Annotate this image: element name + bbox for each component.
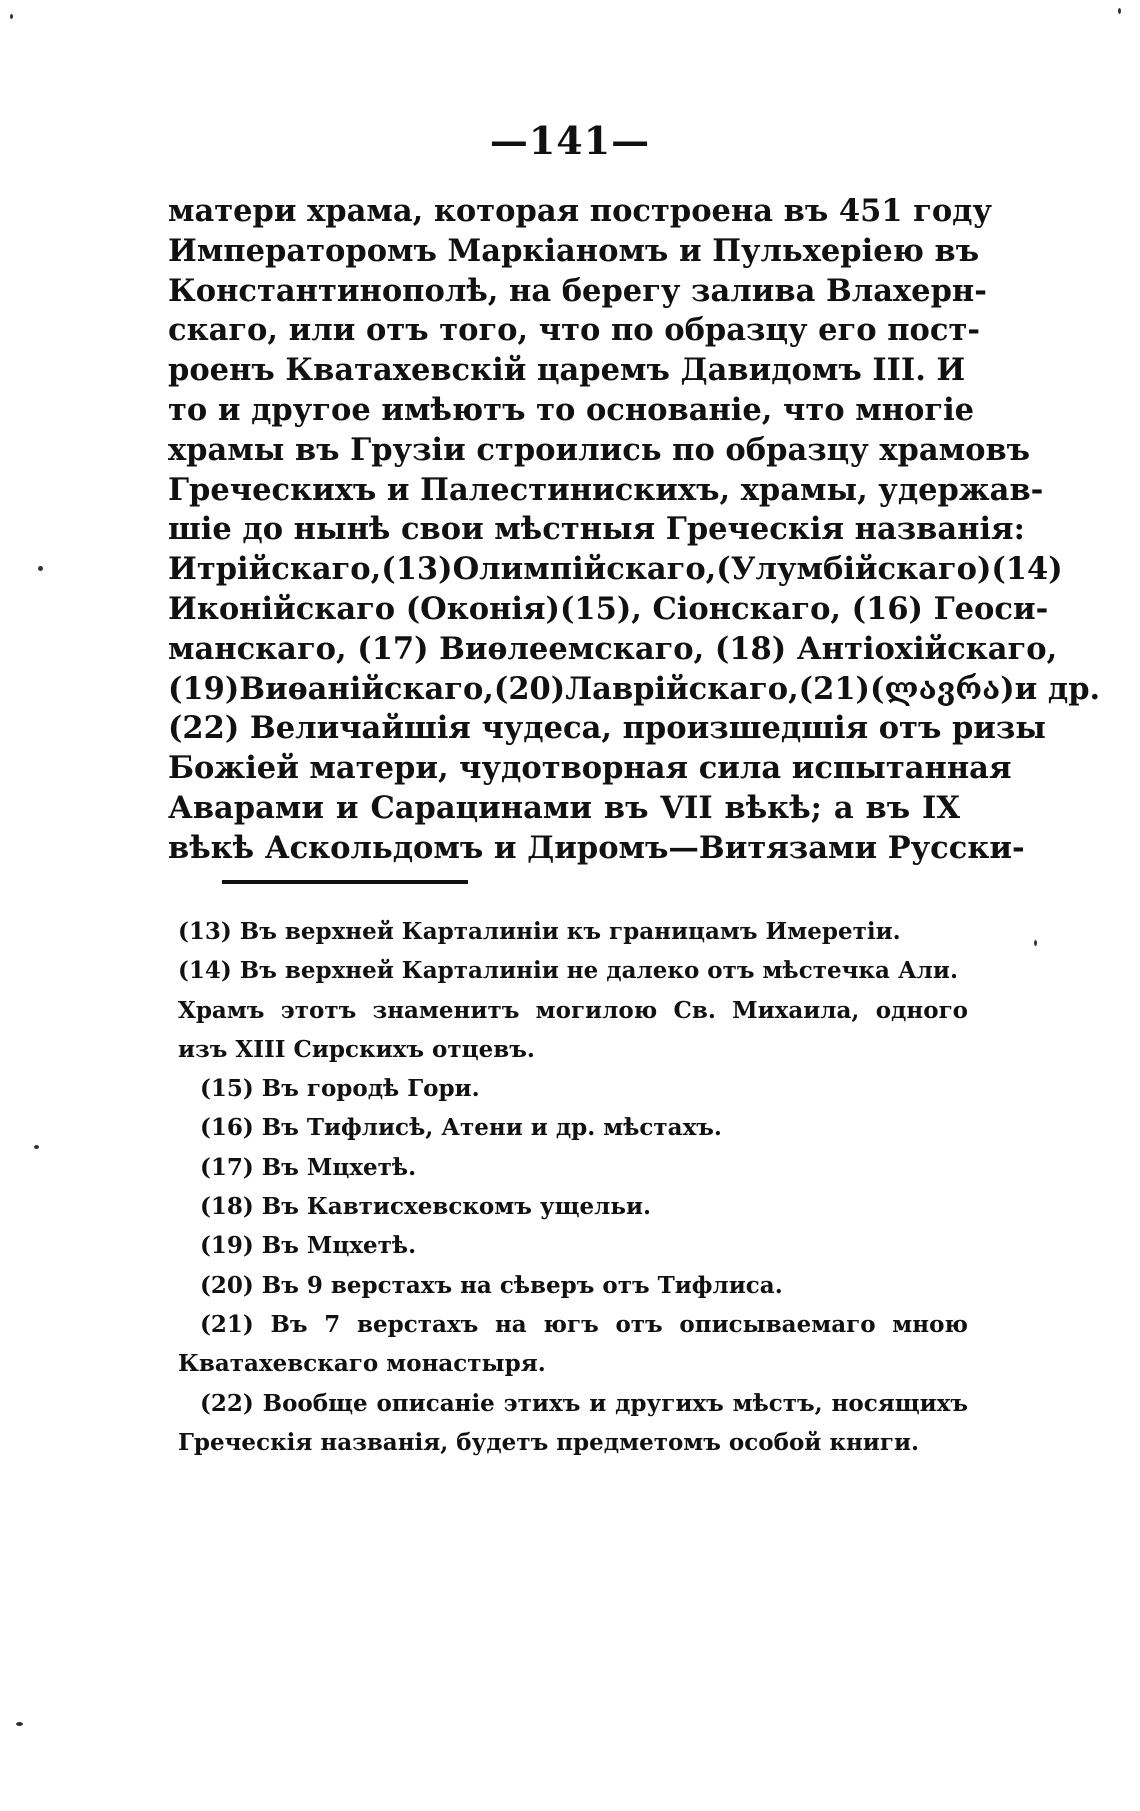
footnote-21: (21) Въ 7 верстахъ на югъ отъ описываемаго мною — [200, 1310, 968, 1338]
footnote-divider — [222, 880, 468, 884]
footnote-22-continuation: Греческія названія, будетъ предметомъ особой книги. — [178, 1428, 920, 1456]
footnote-18: (18) Въ Кавтисхевскомъ ущельи. — [200, 1193, 652, 1221]
text-line: роенъ Кватахевскій царемъ Давидомъ III. И — [168, 352, 966, 389]
text-line: шіе до нынѣ свои мѣстныя Греческія названія: — [168, 511, 1025, 548]
scan-speck — [1034, 940, 1037, 946]
text-line: Императоромъ Маркіаномъ и Пульхеріею въ — [168, 232, 980, 269]
text-line: Греческихъ и Палестинискихъ, храмы, удержав- — [168, 471, 1044, 508]
footnote-21-continuation: Кватахевскаго монастыря. — [178, 1350, 546, 1378]
text-line: Итрійскаго,(13)Олимпійскаго,(Улумбійскаго)(14) — [168, 551, 1063, 588]
footnotes — [178, 912, 968, 1462]
text-line: храмы въ Грузіи строились по образцу храмовъ — [168, 431, 1031, 468]
scan-speck — [38, 566, 43, 571]
scan-speck — [16, 1722, 23, 1726]
footnote-13: (13) Въ верхней Карталиніи къ границамъ Имеретіи. — [178, 918, 901, 945]
text-line: (22) Величайшія чудеса, произшедшія отъ ризы — [168, 710, 1046, 747]
text-line: манскаго, (17) Виѳлеемскаго, (18) Антіохійскаго, — [168, 630, 1058, 667]
text-line: матери храма, которая построена въ 451 году — [168, 193, 993, 229]
text-line: Иконійскаго (Оконія)(15), Сіонскаго, (16) Геоси- — [168, 590, 1049, 627]
page-number: —141— — [489, 118, 651, 163]
text-line: Аварами и Сарацинами въ VII вѣкѣ; а въ IX — [168, 789, 960, 826]
footnote-14-continuation: изъ XIII Сирскихъ отцевъ. — [178, 1035, 535, 1063]
footnote-19: (19) Въ Мцхетѣ. — [200, 1232, 417, 1260]
footnote-14: (14) Въ верхней Карталиніи не далеко отъ мѣстечка Али. — [178, 957, 958, 985]
footnote-15: (15) Въ городѣ Гори. — [200, 1075, 480, 1103]
footnote-22: (22) Вообще описаніе этихъ и другихъ мѣстъ, носящихъ — [200, 1389, 968, 1417]
text-line: Божіей матери, чудотворная сила испытанная — [168, 750, 1012, 787]
footnote-14-continuation: Храмъ этотъ знаменитъ могилою Св. Михаила, одного — [178, 996, 968, 1024]
scan-speck — [1118, 8, 1121, 14]
scan-speck — [34, 1145, 39, 1149]
text-line: вѣкѣ Аскольдомъ и Диромъ—Витязами Русски- — [168, 829, 1025, 866]
footnote-20: (20) Въ 9 верстахъ на сѣверъ отъ Тифлиса. — [200, 1271, 783, 1299]
text-line: скаго, или отъ того, что по образцу его пост- — [168, 312, 981, 349]
footnote-17: (17) Въ Мцхетѣ. — [200, 1153, 417, 1181]
main-text — [168, 192, 1101, 869]
text-line: (19)Виѳанійскаго,(20)Лаврійскаго,(21)(ლავრა)и др. — [168, 670, 1101, 707]
scan-speck — [10, 14, 13, 19]
text-line: то и другое имѣютъ то основаніе, что многіе — [168, 391, 975, 428]
footnote-16: (16) Въ Тифлисѣ, Атени и др. мѣстахъ. — [200, 1114, 722, 1142]
text-line: Константинополѣ, на берегу залива Влахерн- — [168, 272, 987, 309]
